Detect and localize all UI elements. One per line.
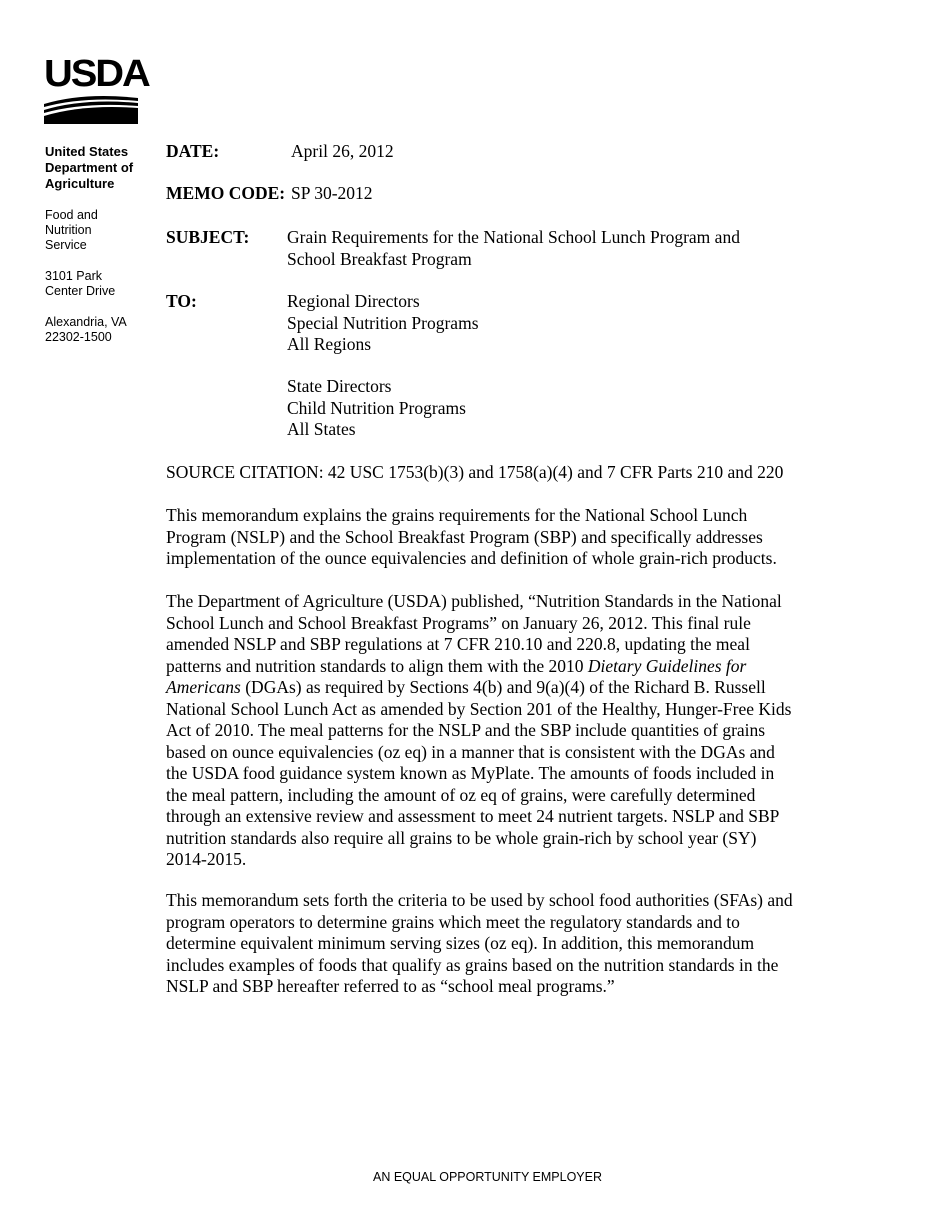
dga-title-italic-cont: Americans: [166, 677, 241, 697]
subject-row: [166, 227, 249, 249]
to-row: [166, 291, 197, 313]
paragraph-background: The Department of Agriculture (USDA) published, “Nutrition Standards in the National School Lunch and School Breakfast Programs” on January 26, 2012. This final rule amended NSLP and SBP regulations at 7 CFR 210.10 and 220.8, updating the meal patterns and nutrition standards to align them with the 2010 Dietary Guidelines for Americans (DGAs) as required by Sections 4(b) and 9(a)(4) of the Richard B. Russell National School Lunch Act as amended by Section 201 of the Healthy, Hunger-Free Kids Act of 2010. The meal patterns for the NSLP and the SBP include quantities of grains based on ounce equivalencies (oz eq) in a manner that is consistent with the DGAs and the USDA food guidance system known as MyPlate. The amounts of foods included in the meal pattern, including the amount of oz eq of grains, were carefully determined through an extensive review and assessment to meet 24 nutrient targets. NSLP and SBP nutrition standards also require all grains to be whole grain-rich by school year (SY) 2014-2015.: [166, 591, 792, 869]
street-address: 3101 Park Center Drive: [45, 269, 116, 298]
date-label: DATE:: [166, 141, 220, 161]
usda-logo: [44, 53, 149, 124]
source-citation: SOURCE CITATION: 42 USC 1753(b)(3) and 1758(a)(4) and 7 CFR Parts 210 and 220: [166, 462, 784, 482]
memo-code-row: [166, 183, 285, 205]
paragraph-criteria: This memorandum sets forth the criteria to be used by school food authorities (SFAs) and program operators to determine grains which meet the regulatory standards and to determine equivalent minimum serving sizes (oz eq). In addition, this memorandum includes examples of foods that qualify as grains based on the nutrition standards in the NSLP and SBP hereafter referred to as “school meal programs.”: [166, 890, 793, 996]
paragraph-intro: This memorandum explains the grains requirements for the National School Lunch Program (NSLP) and the School Breakfast Program (SBP) and specifically addresses implementation of the ounce equivalencies and definition of whole grain-rich products.: [166, 505, 777, 568]
to-recipients-state: State Directors Child Nutrition Programs All States: [287, 376, 466, 439]
memo-code-value: SP 30-2012: [291, 183, 373, 203]
memo-code-label: MEMO CODE:: [166, 183, 286, 203]
subject-value: Grain Requirements for the National School Lunch Program and School Breakfast Program: [287, 227, 740, 269]
service-name: Food and Nutrition Service: [45, 208, 98, 252]
to-recipients-regional: Regional Directors Special Nutrition Programs All Regions: [287, 291, 479, 354]
dga-title-italic: Dietary Guidelines for: [587, 655, 747, 676]
agency-name: United States Department of Agriculture: [45, 144, 134, 191]
footer-equal-opportunity: AN EQUAL OPPORTUNITY EMPLOYER: [373, 1170, 602, 1184]
date-row: [166, 141, 219, 163]
logo-hills-graphic: [44, 94, 138, 124]
to-label: TO:: [166, 291, 197, 311]
agency-sidebar: [45, 144, 155, 345]
city-address: Alexandria, VA 22302-1500: [45, 315, 127, 344]
date-value: April 26, 2012: [291, 141, 394, 161]
logo-text: USDA: [44, 53, 149, 95]
subject-label: SUBJECT:: [166, 227, 250, 247]
